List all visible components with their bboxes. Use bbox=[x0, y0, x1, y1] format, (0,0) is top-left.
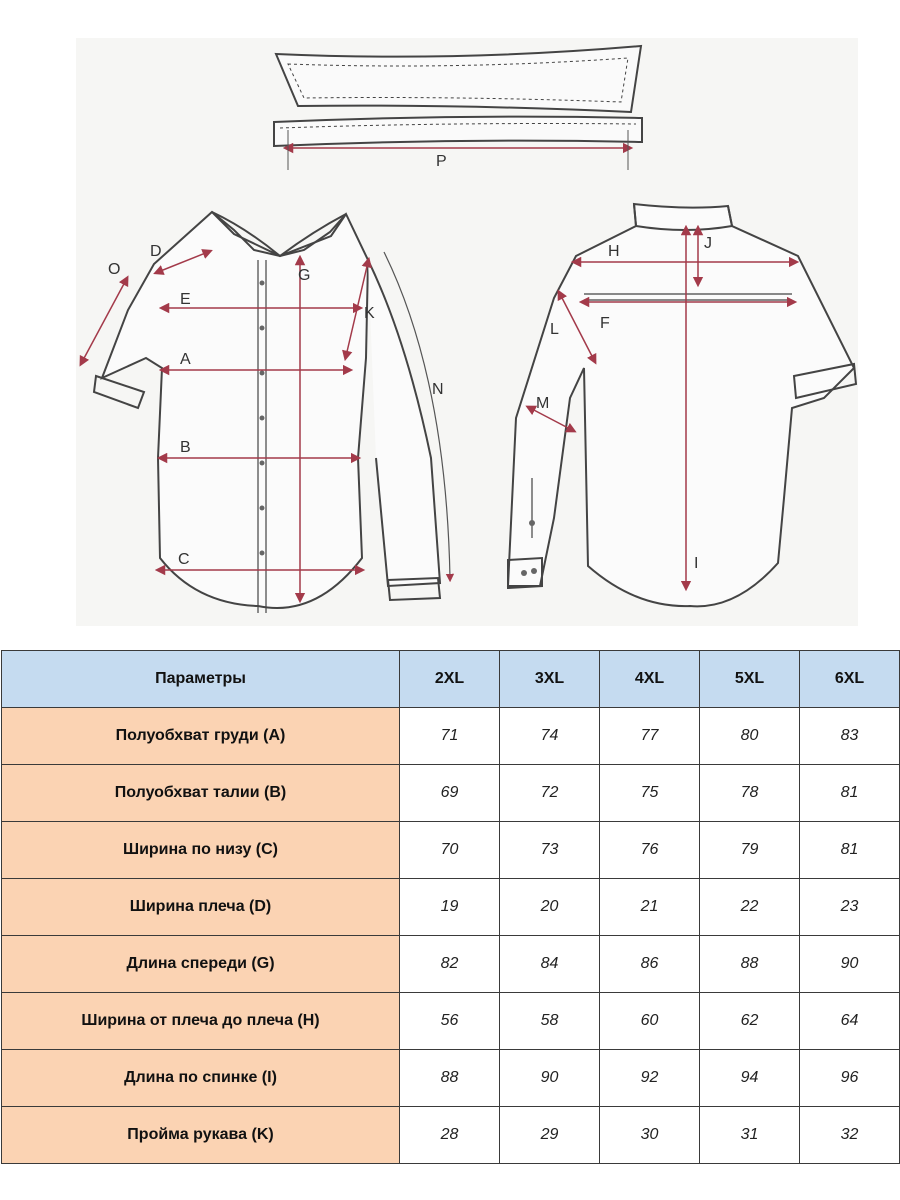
label-f: F bbox=[600, 315, 610, 332]
table-row bbox=[2, 993, 900, 1050]
row-param: Длина спереди (G) bbox=[2, 936, 400, 993]
row-value: 81 bbox=[800, 765, 900, 822]
row-value: 32 bbox=[800, 1107, 900, 1164]
row-value: 64 bbox=[800, 993, 900, 1050]
row-value: 75 bbox=[600, 765, 700, 822]
row-value: 22 bbox=[700, 879, 800, 936]
table-row bbox=[2, 879, 900, 936]
row-value: 72 bbox=[500, 765, 600, 822]
table-row bbox=[2, 822, 900, 879]
label-n: N bbox=[432, 381, 444, 398]
row-param: Пройма рукава (K) bbox=[2, 1107, 400, 1164]
back-shirt-drawing bbox=[508, 204, 856, 606]
row-value: 88 bbox=[400, 1050, 500, 1107]
row-value: 70 bbox=[400, 822, 500, 879]
size-chart-table bbox=[1, 650, 900, 1164]
table-header-row bbox=[2, 651, 900, 708]
row-value: 82 bbox=[400, 936, 500, 993]
row-value: 83 bbox=[800, 708, 900, 765]
header-size: 3XL bbox=[500, 651, 600, 708]
row-value: 62 bbox=[700, 993, 800, 1050]
row-value: 84 bbox=[500, 936, 600, 993]
label-k: K bbox=[364, 305, 375, 322]
table-row bbox=[2, 936, 900, 993]
shirt-measurement-diagram bbox=[76, 38, 858, 626]
row-value: 81 bbox=[800, 822, 900, 879]
label-g: G bbox=[298, 267, 311, 284]
header-size: 6XL bbox=[800, 651, 900, 708]
row-value: 31 bbox=[700, 1107, 800, 1164]
row-value: 21 bbox=[600, 879, 700, 936]
row-value: 30 bbox=[600, 1107, 700, 1164]
label-m: M bbox=[536, 395, 550, 412]
table-row bbox=[2, 1050, 900, 1107]
front-shirt-drawing bbox=[94, 212, 440, 613]
row-value: 73 bbox=[500, 822, 600, 879]
row-value: 92 bbox=[600, 1050, 700, 1107]
table-row bbox=[2, 708, 900, 765]
row-value: 69 bbox=[400, 765, 500, 822]
row-value: 60 bbox=[600, 993, 700, 1050]
row-value: 29 bbox=[500, 1107, 600, 1164]
row-value: 80 bbox=[700, 708, 800, 765]
row-value: 90 bbox=[800, 936, 900, 993]
row-value: 23 bbox=[800, 879, 900, 936]
row-value: 90 bbox=[500, 1050, 600, 1107]
label-e: E bbox=[180, 291, 191, 308]
row-value: 94 bbox=[700, 1050, 800, 1107]
row-value: 77 bbox=[600, 708, 700, 765]
row-param: Длина по спинке (I) bbox=[2, 1050, 400, 1107]
label-p: P bbox=[436, 153, 447, 170]
label-b: B bbox=[180, 439, 191, 456]
header-size: 2XL bbox=[400, 651, 500, 708]
label-h: H bbox=[608, 243, 620, 260]
row-value: 78 bbox=[700, 765, 800, 822]
label-d: D bbox=[150, 243, 162, 260]
header-size: 4XL bbox=[600, 651, 700, 708]
row-value: 71 bbox=[400, 708, 500, 765]
table-row bbox=[2, 765, 900, 822]
label-j: J bbox=[704, 235, 712, 252]
header-param: Параметры bbox=[2, 651, 400, 708]
label-l: L bbox=[550, 321, 559, 338]
collar-drawing bbox=[274, 46, 642, 170]
row-value: 74 bbox=[500, 708, 600, 765]
row-param: Ширина от плеча до плеча (H) bbox=[2, 993, 400, 1050]
row-value: 58 bbox=[500, 993, 600, 1050]
row-value: 20 bbox=[500, 879, 600, 936]
label-a: A bbox=[180, 351, 191, 368]
label-i: I bbox=[694, 555, 699, 572]
row-param: Полуобхват груди (А) bbox=[2, 708, 400, 765]
row-value: 86 bbox=[600, 936, 700, 993]
row-value: 88 bbox=[700, 936, 800, 993]
label-c: C bbox=[178, 551, 190, 568]
header-size: 5XL bbox=[700, 651, 800, 708]
table-row bbox=[2, 1107, 900, 1164]
row-value: 56 bbox=[400, 993, 500, 1050]
row-value: 96 bbox=[800, 1050, 900, 1107]
row-param: Ширина по низу (С) bbox=[2, 822, 400, 879]
row-value: 19 bbox=[400, 879, 500, 936]
label-o: O bbox=[108, 261, 121, 278]
row-value: 79 bbox=[700, 822, 800, 879]
row-param: Полуобхват талии (В) bbox=[2, 765, 400, 822]
row-value: 28 bbox=[400, 1107, 500, 1164]
row-value: 76 bbox=[600, 822, 700, 879]
row-param: Ширина плеча (D) bbox=[2, 879, 400, 936]
